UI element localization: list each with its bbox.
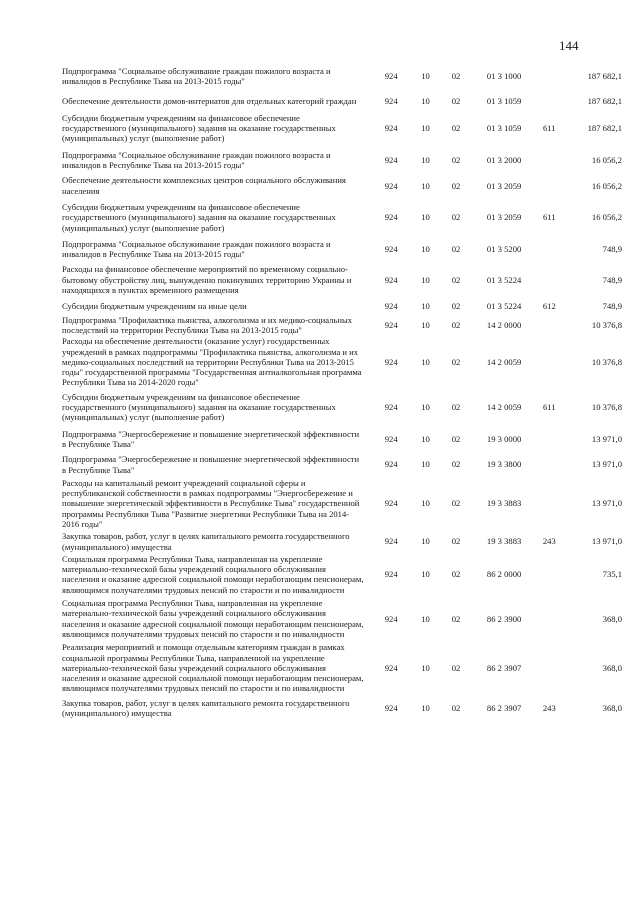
amount: 10 376,8 (591, 356, 622, 367)
expense-type-code: 611 (543, 123, 556, 134)
section-code: 10 (421, 498, 430, 509)
row-description: Расходы на капитальный ремонт учреждений социальной сферы и республиканской собственности в рамках подпрограммы "Энергосбережение и повышение энергетической эффективности в Республике Тыва" государственной программы Республики Тыва "Развитие энергетики Республики Тыва на 2014-2016 годы" (62, 477, 360, 529)
amount: 13 971,0 (591, 433, 622, 444)
table-row (62, 150, 622, 171)
section-code: 10 (421, 662, 430, 673)
section-code: 10 (421, 301, 430, 312)
target-article-code: 19 3 3883 (486, 498, 522, 509)
table-row (62, 301, 622, 311)
target-article-code: 01 3 5224 (486, 301, 522, 312)
subsection-code: 02 (451, 356, 461, 367)
section-code: 10 (421, 319, 430, 330)
table-row (62, 336, 622, 387)
row-description: Социальная программа Республики Тыва, направленная на укрепление материально-технической базы учреждений социального обслуживания населения и оказание адресной социальной помощи неработающим пенсионерам, являющимся получателями трудовых пенсий по старости и по инвалидности (62, 553, 364, 595)
section-code: 10 (421, 536, 430, 547)
ministry-code: 924 (384, 613, 398, 624)
amount: 735,1 (602, 569, 622, 580)
budget-table (62, 66, 622, 718)
table-row (62, 698, 622, 719)
target-article-code: 01 3 2059 (486, 212, 522, 223)
table-row (62, 454, 622, 475)
section-code: 10 (421, 212, 430, 223)
amount: 368,0 (602, 662, 622, 673)
section-code: 10 (421, 569, 430, 580)
table-row (62, 598, 622, 639)
ministry-code: 924 (384, 71, 398, 82)
target-article-code: 01 3 2000 (486, 154, 522, 165)
row-description: Подпрограмма "Социальное обслуживание граждан пожилого возраста и инвалидов в Республике Тыва на 2013-2015 годы" (62, 238, 331, 260)
expense-type-code: 611 (543, 212, 556, 223)
subsection-code: 02 (451, 212, 461, 223)
target-article-code: 86 2 0000 (486, 569, 522, 580)
amount: 187 682,1 (587, 71, 622, 82)
section-code: 10 (421, 702, 430, 713)
section-code: 10 (421, 154, 430, 165)
ministry-code: 924 (384, 154, 398, 165)
row-description: Субсидии бюджетным учреждениям на финансовое обеспечение государственного (муниципального) задания на оказание государственных (муниципальных) услуг (выполнение работ) (62, 201, 336, 233)
section-code: 10 (421, 433, 430, 444)
row-description: Подпрограмма "Социальное обслуживание граждан пожилого возраста и инвалидов в Республике Тыва на 2013-2015 годы" (62, 66, 331, 87)
table-row (62, 175, 622, 196)
section-code: 10 (421, 95, 430, 106)
row-description: Расходы на финансовое обеспечение мероприятий по временному социально-бытовому обустройству лиц, вынужденно покинувших территорию Украины и находящихся в пунктах временного размещения (62, 264, 352, 296)
amount: 13 971,0 (591, 536, 622, 547)
subsection-code: 02 (451, 613, 461, 624)
table-row (62, 642, 622, 693)
page-number: 144 (559, 38, 579, 53)
subsection-code: 02 (451, 662, 461, 673)
row-description: Социальная программа Республики Тыва, направленная на укрепление материально-технической базы учреждений социального обслуживания населения и оказание адресной социальной помощи неработающим пенсионерам, являющимся получателями трудовых пенсий по старости и по инвалидности (62, 598, 364, 639)
subsection-code: 02 (451, 123, 461, 134)
subsection-code: 02 (451, 95, 461, 106)
section-code: 10 (421, 244, 430, 254)
target-article-code: 14 2 0059 (486, 402, 522, 413)
ministry-code: 924 (384, 702, 398, 713)
amount: 748,9 (602, 244, 622, 254)
ministry-code: 924 (384, 498, 398, 509)
ministry-code: 924 (384, 459, 398, 470)
section-code: 10 (421, 613, 430, 624)
target-article-code: 19 3 3800 (486, 459, 522, 470)
section-code: 10 (421, 71, 430, 82)
section-code: 10 (421, 180, 430, 191)
amount: 187 682,1 (587, 95, 622, 106)
row-description: Подпрограмма "Энергосбережение и повышение энергетической эффективности в Республике Тыва" (62, 428, 360, 449)
row-description: Закупка товаров, работ, услуг в целях капитального ремонта государственного (муниципального) имущества (62, 697, 350, 719)
section-code: 10 (421, 274, 430, 285)
expense-type-code: 611 (543, 402, 556, 413)
subsection-code: 02 (451, 402, 461, 413)
ministry-code: 924 (384, 274, 398, 285)
subsection-code: 02 (451, 319, 461, 330)
amount: 16 056,2 (591, 212, 622, 223)
target-article-code: 19 3 3883 (486, 536, 522, 547)
amount: 187 682,1 (587, 123, 622, 134)
row-description: Субсидии бюджетным учреждениям на финансовое обеспечение государственного (муниципального) задания на оказание государственных (муниципальных) услуг (выполнение работ) (62, 112, 336, 144)
table-row (62, 429, 622, 450)
subsection-code: 02 (451, 569, 461, 580)
amount: 748,9 (602, 274, 622, 285)
expense-type-code: 243 (542, 536, 556, 547)
table-row (62, 531, 622, 552)
row-description: Подпрограмма "Энергосбережение и повышение энергетической эффективности в Республике Тыва" (62, 454, 360, 475)
ministry-code: 924 (384, 301, 398, 312)
subsection-code: 02 (451, 154, 461, 165)
target-article-code: 01 3 1059 (486, 123, 522, 134)
ministry-code: 924 (384, 123, 398, 134)
table-row (62, 392, 622, 423)
ministry-code: 924 (384, 212, 398, 223)
row-description: Субсидии бюджетным учреждениям на финансовое обеспечение государственного (муниципального) задания на оказание государственных (муниципальных) услуг (выполнение работ) (62, 391, 336, 423)
ministry-code: 924 (384, 244, 398, 254)
row-description: Подпрограмма "Социальное обслуживание граждан пожилого возраста и инвалидов в Республике Тыва на 2013-2015 годы" (62, 149, 331, 171)
section-code: 10 (421, 356, 430, 367)
target-article-code: 01 3 2059 (486, 180, 522, 191)
section-code: 10 (421, 123, 430, 134)
subsection-code: 02 (451, 301, 461, 312)
subsection-code: 02 (451, 498, 461, 509)
target-article-code: 01 3 1000 (486, 71, 522, 82)
row-description: Расходы на обеспечение деятельности (оказание услуг) государственных учреждений в рамках подпрограммы "Профилактика пьянства, алкоголизма и их медико-социальных последствий на территории Республики Тыва на 2013-2015 годы" государственной программы "Государственная антиалкогольная программа Республики Тыва на 2014-2020 годы" (62, 336, 362, 388)
table-row (62, 96, 622, 106)
target-article-code: 86 2 3900 (486, 613, 522, 624)
table-row (62, 239, 622, 260)
table-row (62, 66, 622, 87)
expense-type-code: 612 (542, 301, 556, 312)
ministry-code: 924 (384, 536, 398, 547)
row-description: Обеспечение деятельности домов-интернатов для отдельных категорий граждан (62, 95, 357, 106)
row-description: Субсидии бюджетным учреждениям на иные цели (62, 301, 247, 312)
subsection-code: 02 (451, 702, 461, 713)
section-code: 10 (421, 402, 430, 413)
subsection-code: 02 (451, 244, 461, 254)
target-article-code: 01 3 1059 (486, 95, 522, 106)
table-row (62, 264, 622, 295)
ministry-code: 924 (384, 356, 398, 367)
amount: 748,9 (602, 301, 622, 312)
subsection-code: 02 (451, 459, 461, 470)
row-description: Обеспечение деятельности комплексных центров социального обслуживания населения (62, 175, 346, 196)
ministry-code: 924 (384, 433, 398, 444)
table-row (62, 113, 622, 144)
ministry-code: 924 (384, 569, 398, 580)
subsection-code: 02 (451, 71, 461, 82)
amount: 16 056,2 (591, 180, 622, 191)
amount: 16 056,2 (591, 154, 622, 165)
row-description: Подпрограмма "Профилактика пьянства, алкоголизма и их медико-социальных последствий на территории Республики Тыва на 2013-2015 годы" (62, 314, 353, 335)
target-article-code: 01 3 5200 (486, 244, 522, 254)
ministry-code: 924 (384, 180, 398, 191)
ministry-code: 924 (384, 95, 398, 106)
subsection-code: 02 (451, 433, 461, 444)
table-row (62, 554, 622, 595)
section-code: 10 (421, 459, 430, 470)
amount: 10 376,8 (591, 402, 622, 413)
target-article-code: 86 2 3907 (486, 702, 522, 713)
amount: 368,0 (602, 702, 622, 713)
amount: 10 376,8 (591, 319, 622, 330)
table-row (62, 202, 622, 233)
ministry-code: 924 (384, 319, 398, 330)
subsection-code: 02 (451, 180, 461, 191)
target-article-code: 01 3 5224 (486, 274, 522, 285)
target-article-code: 14 2 0000 (486, 319, 522, 330)
ministry-code: 924 (384, 402, 398, 413)
subsection-code: 02 (451, 274, 461, 285)
target-article-code: 86 2 3907 (486, 662, 522, 673)
amount: 13 971,0 (591, 459, 622, 470)
expense-type-code: 243 (542, 702, 556, 713)
target-article-code: 19 3 0000 (486, 433, 522, 444)
target-article-code: 14 2 0059 (486, 356, 522, 367)
table-row (62, 315, 622, 336)
amount: 368,0 (602, 613, 622, 624)
row-description: Закупка товаров, работ, услуг в целях капитального ремонта государственного (муниципального) имущества (62, 531, 350, 552)
table-row (62, 478, 622, 529)
row-description: Реализация мероприятий и помощи отдельным категориям граждан в рамках социальной программы Республики Тыва, направленной на укрепление материально-технической базы учреждений социального обслуживания населения и оказание адресной социальной помощи неработающим пенсионерам, являющимся получателями трудовых пенсий по старости и по инвалидности (62, 642, 364, 694)
subsection-code: 02 (451, 536, 461, 547)
ministry-code: 924 (384, 662, 398, 673)
amount: 13 971,0 (591, 498, 622, 509)
